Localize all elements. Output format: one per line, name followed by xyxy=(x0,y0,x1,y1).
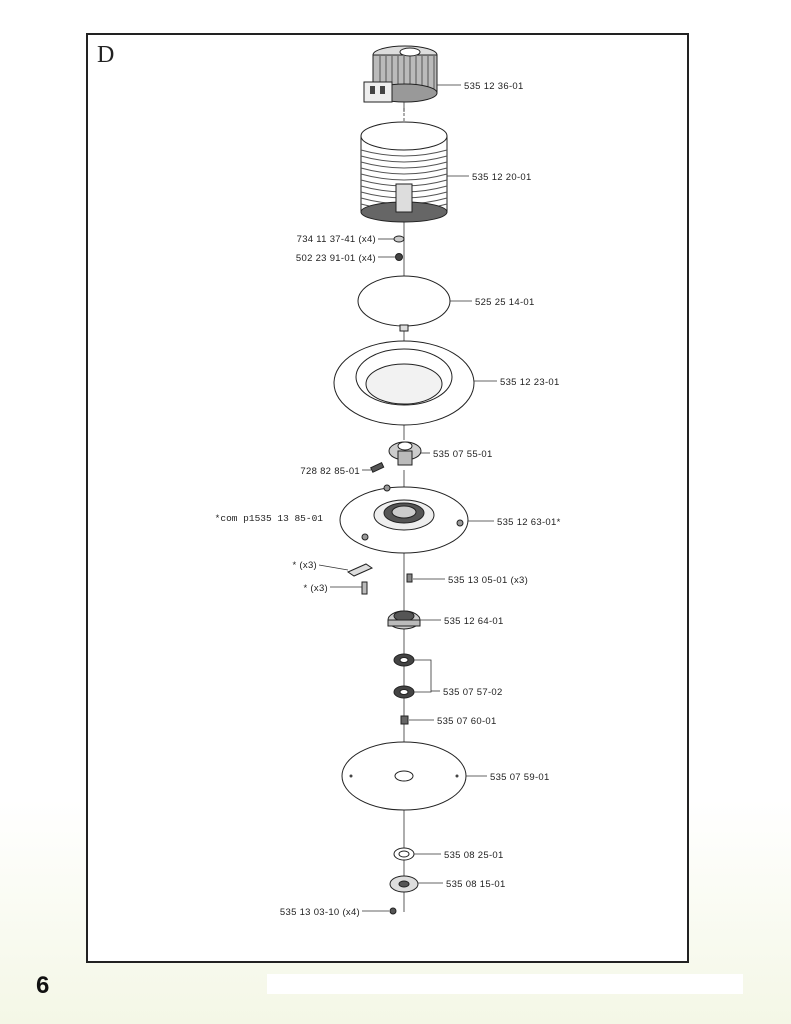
screw3-part xyxy=(390,908,396,914)
label-screw1: 502 23 91-01 (x4) xyxy=(295,253,376,264)
label-washer: 734 11 37-41 (x4) xyxy=(296,234,376,245)
screw1-part xyxy=(396,254,403,261)
label-lid: 525 25 14-01 xyxy=(475,297,535,308)
hub-part xyxy=(389,442,421,465)
label-screw3: 535 13 03-10 (x4) xyxy=(279,907,360,918)
section-letter: D xyxy=(97,42,115,68)
plate-part xyxy=(340,485,468,553)
setscrew-part xyxy=(371,463,384,473)
label-disc: 535 07 59-01 xyxy=(490,772,550,783)
label-hub: 535 07 55-01 xyxy=(433,449,493,460)
label-bearing-housing: 535 12 64-01 xyxy=(444,616,504,627)
motor-part xyxy=(364,46,437,112)
label-bearings: 535 07 57-02 xyxy=(443,687,503,698)
disc-part xyxy=(342,742,466,810)
ring-part xyxy=(334,341,474,425)
bearings-part xyxy=(394,654,431,698)
nut-part xyxy=(401,716,408,724)
label-shim: 535 08 25-01 xyxy=(444,850,504,861)
clipscrew-part xyxy=(362,582,367,594)
label-flange: 535 08 15-01 xyxy=(446,879,506,890)
bearing-housing-part xyxy=(388,611,420,629)
label-plate: 535 12 63-01* xyxy=(497,517,561,528)
label-motor: 535 12 36-01 xyxy=(464,81,524,92)
label-plate-comp: *com p1535 13 85-01 xyxy=(214,513,323,524)
washer-part xyxy=(394,236,404,242)
lid-part xyxy=(358,276,450,331)
label-clipscrew: * (x3) xyxy=(303,583,328,594)
label-nut: 535 07 60-01 xyxy=(437,716,497,727)
flange-part xyxy=(390,876,418,892)
label-coil: 535 12 20-01 xyxy=(472,172,532,183)
label-ring: 535 12 23-01 xyxy=(500,377,560,388)
clip-part xyxy=(348,564,372,576)
label-setscrew: 728 82 85-01 xyxy=(300,466,360,477)
coil-part xyxy=(361,122,447,222)
shim-part xyxy=(394,848,414,860)
footer-bar xyxy=(267,974,743,994)
page-number: 6 xyxy=(36,972,50,999)
label-screw2: 535 13 05-01 (x3) xyxy=(448,575,529,586)
label-clip: * (x3) xyxy=(292,560,317,571)
screw2-part xyxy=(407,574,412,582)
